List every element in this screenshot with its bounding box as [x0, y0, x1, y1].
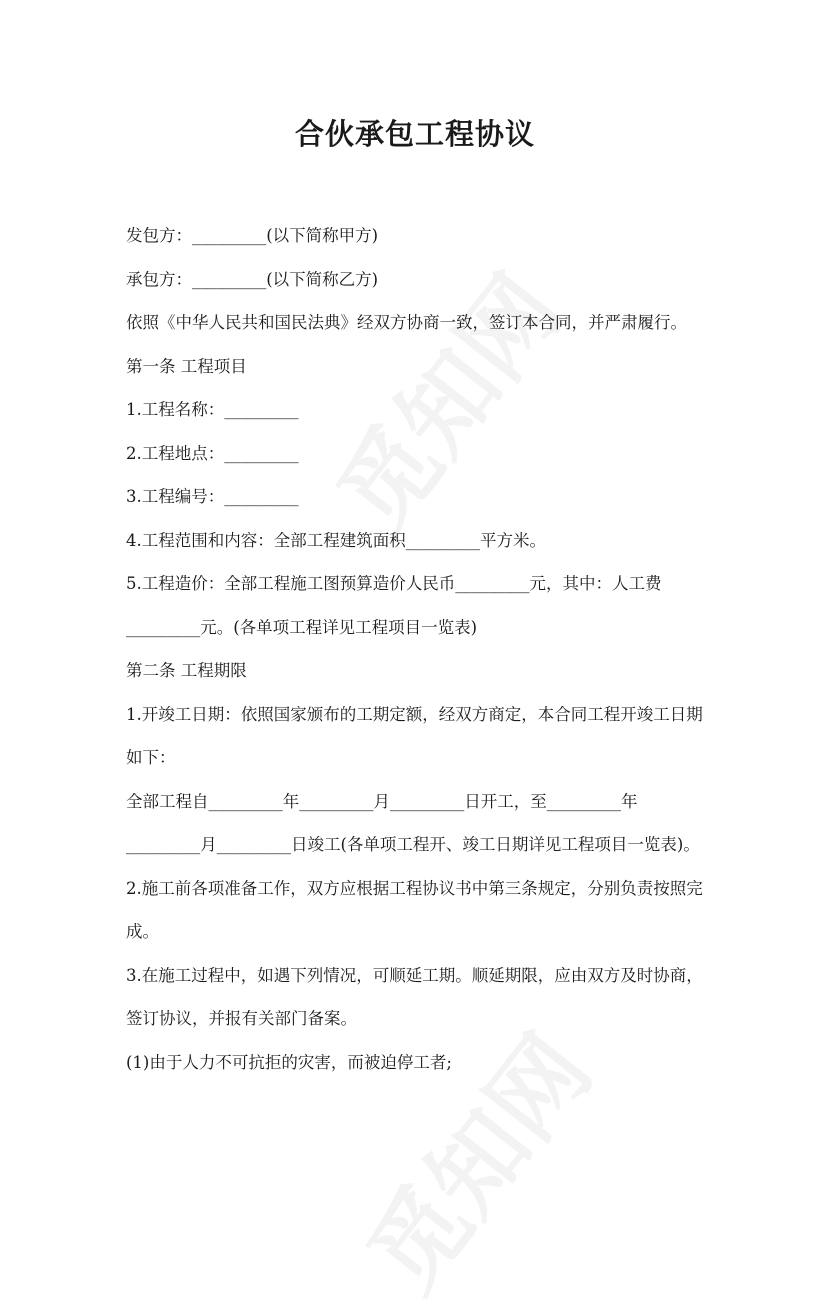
text-line: 成。	[126, 922, 159, 941]
document-body	[126, 214, 726, 1084]
text-line: (1)由于人力不可抗拒的灾害，而被迫停工者;	[126, 1052, 452, 1072]
text-line: 3.工程编号：_________	[126, 487, 299, 506]
text-line: 1.开竣工日期：依照国家颁布的工期定额，经双方商定，本合同工程开竣工日期	[126, 704, 703, 724]
document-title: 合伙承包工程协议	[294, 117, 535, 151]
text-line: 全部工程自_________年_________月_________日开工，至_________年	[126, 791, 638, 811]
text-line: 承包方：_________(以下简称乙方)	[126, 269, 379, 289]
text-line: 发包方：_________(以下简称甲方)	[126, 226, 379, 245]
text-line: 2.工程地点：_________	[126, 443, 299, 463]
text-line: 1.工程名称：_________	[126, 400, 299, 419]
section-heading: 第一条 工程项目	[126, 356, 247, 376]
text-line: 签订协议，并报有关部门备案。	[126, 1009, 357, 1028]
text-line: 4.工程范围和内容：全部工程建筑面积_________平方米。	[126, 530, 546, 550]
text-line: _________月_________日竣工(各单项工程开、竣工日期详见工程项目一览表)。	[126, 835, 700, 854]
text-line: 3.在施工过程中，如遇下列情况，可顺延工期。顺延期限，应由双方及时协商，	[126, 965, 703, 985]
text-line: 2.施工前各项准备工作，双方应根据工程协议书中第三条规定，分别负责按照完	[126, 878, 703, 898]
text-line: _________元。(各单项工程详见工程项目一览表)	[126, 617, 478, 637]
text-line: 依照《中华人民共和国民法典》经双方协商一致，签订本合同，并严肃履行。	[126, 313, 687, 332]
text-line: 5.工程造价：全部工程施工图预算造价人民币_________元，其中：人工费	[126, 574, 662, 593]
section-heading: 第二条 工程期限	[126, 661, 247, 680]
text-line: 如下：	[126, 748, 176, 767]
